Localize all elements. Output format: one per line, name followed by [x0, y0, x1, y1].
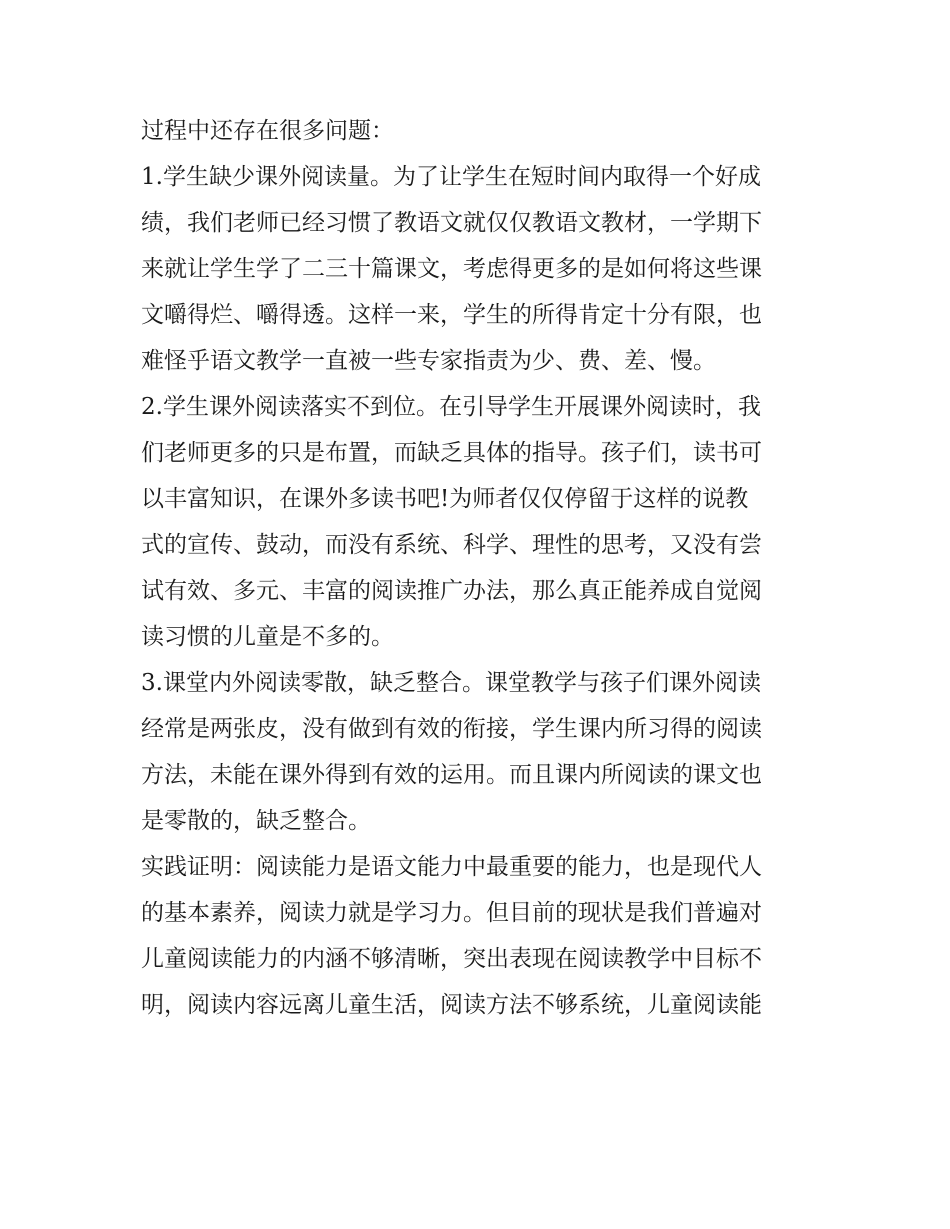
- document-body: [141, 108, 813, 1028]
- text-line: 经常是两张皮，没有做到有效的衔接，学生课内所习得的阅读: [141, 716, 762, 742]
- text-line: 2.学生课外阅读落实不到位。在引导学生开展课外阅读时，我: [141, 394, 761, 420]
- text-line: 以丰富知识，在课外多读书吧!为师者仅仅停留于这样的说教: [141, 486, 749, 512]
- text-line: 读习惯的儿童是不多的。: [141, 624, 394, 650]
- text-line: 儿童阅读能力的内涵不够清晰，突出表现在阅读教学中目标不: [141, 946, 762, 972]
- text-line: 是零散的，缺乏整合。: [141, 808, 371, 834]
- text-line: 3.课堂内外阅读零散，缺乏整合。课堂教学与孩子们课外阅读: [141, 670, 761, 696]
- text-line: 方法，未能在课外得到有效的运用。而且课内所阅读的课文也: [141, 762, 762, 788]
- text-line: 实践证明：阅读能力是语文能力中最重要的能力，也是现代人: [141, 854, 762, 880]
- text-line: 的基本素养，阅读力就是学习力。但目前的现状是我们普遍对: [141, 900, 762, 926]
- text-line: 明，阅读内容远离儿童生活，阅读方法不够系统，儿童阅读能: [141, 992, 762, 1018]
- text-line: 式的宣传、鼓动，而没有系统、科学、理性的思考，又没有尝: [141, 532, 762, 558]
- text-line: 试有效、多元、丰富的阅读推广办法，那么真正能养成自觉阅: [141, 578, 762, 604]
- text-line: 绩，我们老师已经习惯了教语文就仅仅教语文教材，一学期下: [141, 210, 762, 236]
- text-line: 文嚼得烂、嚼得透。这样一来，学生的所得肯定十分有限，也: [141, 302, 762, 328]
- text-line: 难怪乎语文教学一直被一些专家指责为少、费、差、慢。: [141, 348, 716, 374]
- text-line: 们老师更多的只是布置，而缺乏具体的指导。孩子们，读书可: [141, 440, 762, 466]
- text-line: 过程中还存在很多问题：: [141, 118, 394, 144]
- text-line: 1.学生缺少课外阅读量。为了让学生在短时间内取得一个好成: [141, 164, 761, 190]
- text-line: 来就让学生学了二三十篇课文，考虑得更多的是如何将这些课: [141, 256, 762, 282]
